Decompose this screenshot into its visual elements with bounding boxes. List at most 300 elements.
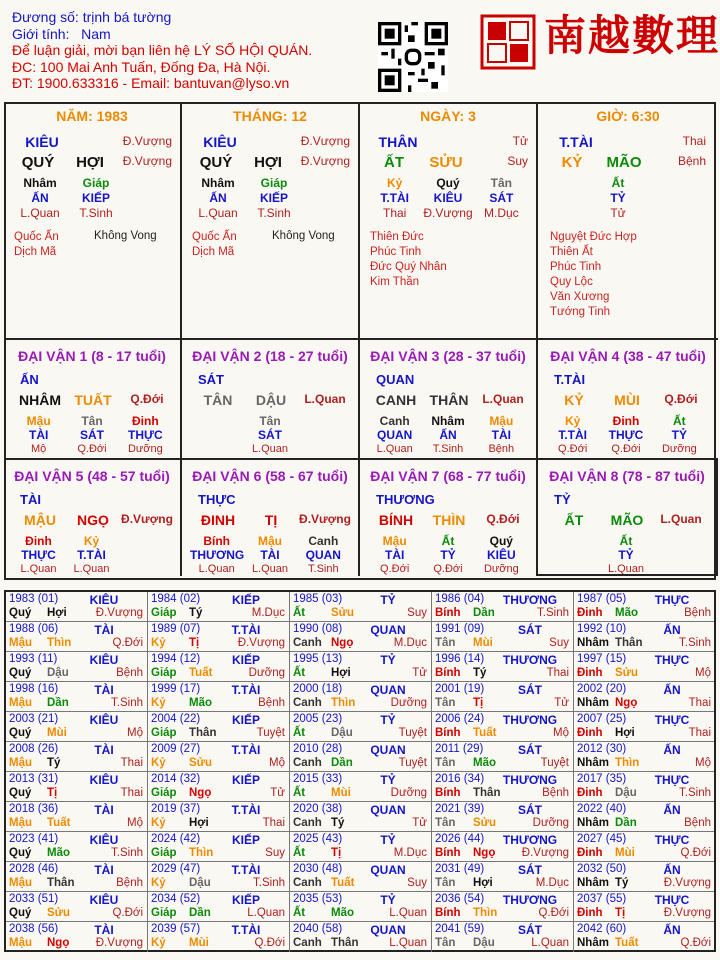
year-line-1: [293, 773, 429, 787]
year-god: THƯƠNG: [502, 833, 558, 847]
year-line-2: [435, 697, 571, 709]
year-cell: [432, 892, 574, 922]
year-god: TỶ: [380, 593, 396, 607]
year-god: KIẾP: [231, 593, 260, 607]
luck-hidden-stems: [242, 414, 298, 428]
luck-hidden-gods: [598, 548, 654, 562]
luck-hidden-stems: [546, 414, 706, 428]
year-stem: Giáp: [151, 847, 177, 859]
year-stem: Giáp: [151, 607, 177, 619]
year-line-2: [9, 937, 145, 949]
year-line-1: [293, 743, 429, 757]
year-phase: Mộ: [127, 727, 143, 739]
luck-hidden-god: TỶ: [440, 548, 456, 562]
luck-hidden-phase: T.Sinh: [432, 443, 464, 455]
luck-hidden-phase: L.Quan: [607, 563, 645, 575]
year-line-2: [9, 877, 145, 889]
year-god: THỰC: [654, 833, 690, 847]
year-line-2: [151, 877, 287, 889]
year-label: 2036 (54): [435, 893, 485, 905]
hidden-stems-row: [368, 176, 528, 190]
luck-phase: Đ.Vượng: [299, 512, 351, 526]
year-line-2: [9, 907, 145, 919]
year-stem: Đinh: [577, 847, 603, 859]
year-line-2: [435, 817, 571, 829]
year-phase: Tuyệt: [398, 727, 427, 739]
luck-pillar-cell: [538, 340, 718, 460]
luck-hidden-stems: [190, 534, 350, 548]
hidden-phase: M.Dục: [483, 206, 519, 220]
year-god: ẤN: [663, 743, 681, 757]
year-branch: Tý: [615, 877, 629, 889]
year-phase: T.Sinh: [111, 847, 143, 859]
pillar-phase-top: Đ.Vượng: [300, 134, 350, 148]
luck-hidden-stem: Mậu: [382, 534, 407, 548]
luck-hidden-stems: [368, 414, 528, 428]
luck-stem: MẬU: [24, 512, 56, 528]
year-label: 2024 (42): [151, 833, 201, 845]
hidden-phases-row: [190, 206, 302, 220]
year-cell: [6, 742, 148, 772]
luck-hidden-stem: Đinh: [25, 534, 52, 548]
year-phase: Tử: [412, 667, 427, 679]
luck-stem-branch-row: [368, 512, 532, 528]
year-line-2: [577, 877, 713, 889]
year-line-2: [151, 607, 287, 619]
luck-hidden-god: TÀI: [260, 548, 280, 562]
pillar-branch: MÃO: [606, 154, 642, 171]
year-line-1: [293, 713, 429, 727]
year-phase: T.Sinh: [111, 697, 143, 709]
year-cell: [290, 832, 432, 862]
luck-hidden-stem: Ất: [619, 534, 633, 548]
year-phase: Bệnh: [116, 667, 143, 679]
year-line-2: [293, 727, 429, 739]
year-cell: [432, 652, 574, 682]
year-label: 2042 (60): [577, 923, 627, 935]
year-line-2: [435, 847, 571, 859]
year-phase: T.Sinh: [537, 607, 569, 619]
year-line-1: [577, 743, 713, 757]
special-star: Văn Xương: [550, 291, 610, 303]
year-phase: Tử: [270, 787, 285, 799]
year-line-1: [435, 833, 571, 847]
year-label: 1995 (13): [293, 653, 343, 665]
void-label: Không Vong: [272, 230, 335, 242]
year-line-1: [9, 593, 145, 607]
year-cell: [148, 742, 290, 772]
hidden-stems-row: [538, 176, 698, 190]
year-line-2: [293, 607, 429, 619]
luck-hidden-god: TỶ: [671, 428, 687, 442]
year-stem: Ất: [293, 727, 306, 739]
year-phase: L.Quan: [247, 907, 285, 919]
year-branch: Mùi: [473, 637, 493, 649]
year-god: ẤN: [663, 623, 681, 637]
year-cell: [290, 922, 432, 952]
luck-hidden-gods: [190, 548, 350, 562]
year-line-2: [293, 697, 429, 709]
luck-hidden-stem: Mậu: [489, 414, 514, 428]
year-god: T.TÀI: [231, 803, 261, 817]
year-line-2: [293, 817, 429, 829]
brand-logo: 南越數理: [544, 11, 720, 60]
luck-pillar-cell: [182, 340, 360, 460]
year-line-1: [151, 833, 287, 847]
year-branch: Hợi: [47, 607, 67, 619]
year-branch: Mão: [615, 607, 638, 619]
year-phase: Dưỡng: [248, 667, 285, 679]
year-cell: [574, 832, 714, 862]
year-line-2: [9, 787, 145, 799]
luck-hidden-phases: [242, 443, 298, 455]
luck-hidden-stem: Tân: [259, 414, 281, 428]
hidden-phases-row: [12, 206, 124, 220]
luck-hidden-stem: Kỷ: [83, 534, 100, 548]
special-star: Dịch Mã: [192, 246, 235, 258]
luck-stem-branch-row: [12, 512, 176, 528]
year-stem: Nhâm: [577, 757, 609, 769]
year-god: SÁT: [518, 863, 542, 877]
luck-hidden-god: ẤN: [439, 428, 457, 442]
year-stem: Quý: [9, 787, 32, 799]
year-line-2: [435, 877, 571, 889]
year-line-2: [435, 787, 571, 799]
year-stem: Ất: [293, 607, 306, 619]
year-phase: Tử: [554, 697, 569, 709]
luck-hidden-stem: Ất: [672, 414, 686, 428]
pillar-cell: [538, 102, 718, 340]
hidden-stem: Nhâm: [23, 176, 57, 190]
hidden-god: KIẾP: [81, 191, 110, 205]
pillar-stem: KỶ: [561, 154, 583, 171]
year-line-2: [151, 847, 287, 859]
year-line-1: [151, 773, 287, 787]
year-line-1: [9, 923, 145, 937]
year-branch: Tuất: [473, 727, 497, 739]
year-phase: M.Dục: [251, 607, 285, 619]
year-god: TỶ: [380, 833, 396, 847]
year-line-1: [577, 923, 713, 937]
year-line-2: [151, 697, 287, 709]
hidden-stem: Kỷ: [386, 176, 403, 190]
year-cell: [148, 832, 290, 862]
luck-hidden-phase: Q.Đới: [380, 563, 410, 575]
year-god: SÁT: [518, 743, 542, 757]
year-branch: Thìn: [615, 757, 640, 769]
year-stem: Tân: [435, 937, 456, 949]
year-god: SÁT: [518, 683, 542, 697]
year-line-1: [577, 593, 713, 607]
luck-hidden-stem: Canh: [308, 534, 339, 548]
year-cell: [432, 592, 574, 622]
luck-branch: MÃO: [610, 512, 644, 528]
year-god: T.TÀI: [231, 743, 261, 757]
year-line-1: [293, 833, 429, 847]
year-god: KIÊU: [89, 713, 119, 727]
year-phase: Q.Đới: [254, 937, 285, 949]
year-cell: [432, 712, 574, 742]
hidden-gods-row: [190, 191, 302, 205]
year-phase: Tuyệt: [256, 727, 285, 739]
luck-hidden-gods: [12, 428, 172, 442]
year-line-1: [577, 623, 713, 637]
year-cell: [290, 682, 432, 712]
year-cell: [290, 802, 432, 832]
year-line-2: [151, 757, 287, 769]
year-phase: Thai: [688, 697, 711, 709]
year-label: 2039 (57): [151, 923, 201, 935]
pillar-branch-phase: Đ.Vượng: [300, 154, 350, 168]
luck-pillar-title: ĐẠI VẬN 3 (28 - 37 tuổi): [370, 348, 526, 364]
year-label: 2019 (37): [151, 803, 201, 815]
year-label: 1997 (15): [577, 653, 627, 665]
year-line-1: [9, 713, 145, 727]
year-line-2: [9, 667, 145, 679]
year-label: 2005 (23): [293, 713, 343, 725]
year-label: 2002 (20): [577, 683, 627, 695]
year-line-1: [9, 653, 145, 667]
year-line-1: [151, 743, 287, 757]
year-phase: Dưỡng: [390, 787, 427, 799]
year-label: 2009 (27): [151, 743, 201, 755]
year-stem: Quý: [9, 667, 32, 679]
pillar-god-row: [190, 134, 350, 150]
year-label: 2003 (21): [9, 713, 59, 725]
special-star: Nguyệt Đức Hợp: [550, 231, 637, 243]
luck-hidden-phase: L.Quan: [73, 563, 110, 575]
year-cell: [290, 622, 432, 652]
year-label: 2015 (33): [293, 773, 343, 785]
year-stem: Nhâm: [577, 877, 609, 889]
year-line-2: [577, 727, 713, 739]
year-label: 2021 (39): [435, 803, 485, 815]
luck-hidden-phase: Q.Đới: [611, 443, 641, 455]
year-phase: Thai: [120, 787, 143, 799]
year-god: KIẾP: [231, 653, 260, 667]
year-god: TỶ: [380, 713, 396, 727]
year-phase: Mộ: [695, 667, 711, 679]
luck-hidden-stems: [12, 534, 118, 548]
luck-branch: TỊ: [264, 512, 278, 528]
year-stem: Nhâm: [577, 817, 609, 829]
year-cell: [574, 652, 714, 682]
special-stars-list: [14, 230, 59, 260]
year-label: 1985 (03): [293, 593, 343, 605]
year-god: TỶ: [380, 893, 396, 907]
year-branch: Hợi: [331, 667, 351, 679]
year-stem: Tân: [435, 637, 456, 649]
year-phase: L.Quan: [531, 937, 569, 949]
year-line-2: [293, 637, 429, 649]
year-stem: Đinh: [577, 727, 603, 739]
year-stem: Quý: [9, 847, 32, 859]
luck-hidden-god: TÀI: [28, 428, 49, 442]
year-phase: T.Sinh: [679, 787, 711, 799]
luck-branch: THÌN: [432, 512, 466, 528]
year-line-1: [151, 713, 287, 727]
year-line-2: [9, 817, 145, 829]
year-stem: Bính: [435, 847, 461, 859]
year-branch: Thìn: [331, 697, 356, 709]
year-label: 2008 (26): [9, 743, 59, 755]
luck-stem-branch-row: [190, 392, 354, 408]
year-label: 1999 (17): [151, 683, 201, 695]
year-stem: Bính: [435, 787, 461, 799]
special-star: Dịch Mã: [14, 246, 57, 258]
year-cell: [148, 862, 290, 892]
year-branch: Tuất: [615, 937, 639, 949]
year-phase: Tử: [412, 817, 427, 829]
year-phase: Q.Đới: [680, 847, 711, 859]
year-line-1: [435, 803, 571, 817]
year-label: 2037 (55): [577, 893, 627, 905]
year-phase: Suy: [407, 607, 427, 619]
year-cell: [6, 832, 148, 862]
year-branch: Dậu: [189, 877, 211, 889]
year-cell: [148, 682, 290, 712]
year-line-2: [9, 727, 145, 739]
year-branch: Tuất: [47, 817, 71, 829]
year-line-2: [151, 667, 287, 679]
year-label: 2041 (59): [435, 923, 485, 935]
luck-pillar-title: ĐẠI VẬN 4 (38 - 47 tuổi): [550, 348, 706, 364]
luck-hidden-stem: Tân: [81, 414, 103, 428]
year-branch: Tuất: [331, 877, 355, 889]
year-line-2: [577, 697, 713, 709]
year-cell: [148, 592, 290, 622]
hidden-stem: Quý: [436, 176, 460, 190]
year-branch: Dậu: [47, 667, 69, 679]
year-god: TỶ: [380, 773, 396, 787]
phone-email-line: ĐT: 1900.633316 - Email: bantuvan@lyso.vn: [12, 75, 290, 91]
year-line-2: [577, 847, 713, 859]
year-phase: Tuyệt: [540, 757, 569, 769]
year-god: THỰC: [654, 773, 690, 787]
luck-hidden-stems: [598, 534, 654, 548]
luck-stem: NHÂM: [19, 392, 61, 408]
year-label: 2030 (48): [293, 863, 343, 875]
year-cell: [432, 802, 574, 832]
pillar-branch: HỢI: [76, 154, 104, 171]
year-label: 1984 (02): [151, 593, 201, 605]
year-god: QUAN: [370, 863, 406, 877]
year-stem: Nhâm: [577, 637, 609, 649]
year-cell: [290, 592, 432, 622]
year-line-2: [435, 907, 571, 919]
special-star: Thiên Ất: [550, 246, 593, 258]
year-branch: Tị: [47, 787, 58, 799]
year-phase: Thai: [688, 727, 711, 739]
year-cell: [574, 892, 714, 922]
year-phase: M.Dục: [393, 847, 427, 859]
year-branch: Thìn: [189, 847, 214, 859]
year-line-1: [293, 593, 429, 607]
luck-hidden-phases: [546, 443, 706, 455]
hidden-phase: T.Sinh: [79, 206, 113, 220]
year-phase: Thai: [262, 817, 285, 829]
year-label: 2038 (56): [9, 923, 59, 935]
year-line-1: [293, 623, 429, 637]
year-phase: T.Sinh: [253, 877, 285, 889]
luck-hidden-phases: [12, 443, 172, 455]
year-stem: Đinh: [577, 667, 603, 679]
year-stem: Mậu: [9, 817, 32, 829]
year-branch: Dần: [615, 817, 637, 829]
year-label: 2012 (30): [577, 743, 627, 755]
year-god: THỰC: [654, 593, 690, 607]
year-cell: [432, 772, 574, 802]
luck-stem-god: SÁT: [198, 372, 224, 387]
special-star: Tướng Tinh: [550, 306, 610, 318]
year-label: 2018 (36): [9, 803, 59, 815]
pillar-branch-phase: Suy: [507, 154, 528, 168]
year-line-2: [9, 847, 145, 859]
year-phase: Đ.Vượng: [95, 607, 143, 619]
year-cell: [432, 682, 574, 712]
year-stem: Mậu: [9, 757, 32, 769]
yearly-luck-table: [4, 590, 716, 952]
luck-hidden-god: T.TÀI: [77, 548, 106, 562]
special-star: Phúc Tinh: [370, 246, 422, 258]
year-branch: Ngọ: [615, 697, 638, 709]
year-label: 2026 (44): [435, 833, 485, 845]
year-stem: Ất: [293, 907, 306, 919]
year-label: 2007 (25): [577, 713, 627, 725]
year-god: TÀI: [94, 803, 114, 817]
year-phase: Đ.Vượng: [237, 637, 285, 649]
year-label: 2020 (38): [293, 803, 343, 815]
year-branch: Tị: [473, 697, 484, 709]
luck-stem-branch-row: [368, 392, 532, 408]
year-cell: [574, 742, 714, 772]
year-line-2: [293, 877, 429, 889]
pillar-stem: ẤT: [384, 154, 404, 171]
year-god: KIÊU: [89, 593, 119, 607]
special-star: Quy Lộc: [550, 276, 593, 288]
year-line-2: [435, 937, 571, 949]
year-god: TÀI: [94, 683, 114, 697]
year-line-2: [9, 697, 145, 709]
hidden-phases-row: [368, 206, 528, 220]
year-phase: M.Dục: [393, 637, 427, 649]
luck-hidden-god: KIÊU: [486, 548, 516, 562]
year-branch: Tý: [331, 817, 345, 829]
year-stem: Nhâm: [577, 697, 609, 709]
luck-hidden-stems: [368, 534, 528, 548]
luck-hidden-gods: [546, 428, 706, 442]
luck-hidden-gods: [12, 548, 118, 562]
luck-hidden-god: QUAN: [305, 548, 341, 562]
year-line-1: [293, 923, 429, 937]
year-cell: [148, 712, 290, 742]
hidden-god: KIẾP: [259, 191, 288, 205]
year-god: TÀI: [94, 743, 114, 757]
year-god: QUAN: [370, 803, 406, 817]
year-god: SÁT: [518, 923, 542, 937]
year-cell: [574, 592, 714, 622]
year-phase: Đ.Vượng: [663, 907, 711, 919]
year-phase: Dưỡng: [390, 697, 427, 709]
luck-pillar-cell: [360, 340, 538, 460]
seal-stamp-icon: [480, 14, 536, 70]
year-branch: Ngọ: [473, 847, 496, 859]
year-cell: [290, 652, 432, 682]
year-line-1: [151, 683, 287, 697]
luck-stem: TÂN: [203, 392, 233, 408]
luck-hidden-phase: Q.Đới: [433, 563, 463, 575]
luck-hidden-phase: Q.Đới: [558, 443, 588, 455]
